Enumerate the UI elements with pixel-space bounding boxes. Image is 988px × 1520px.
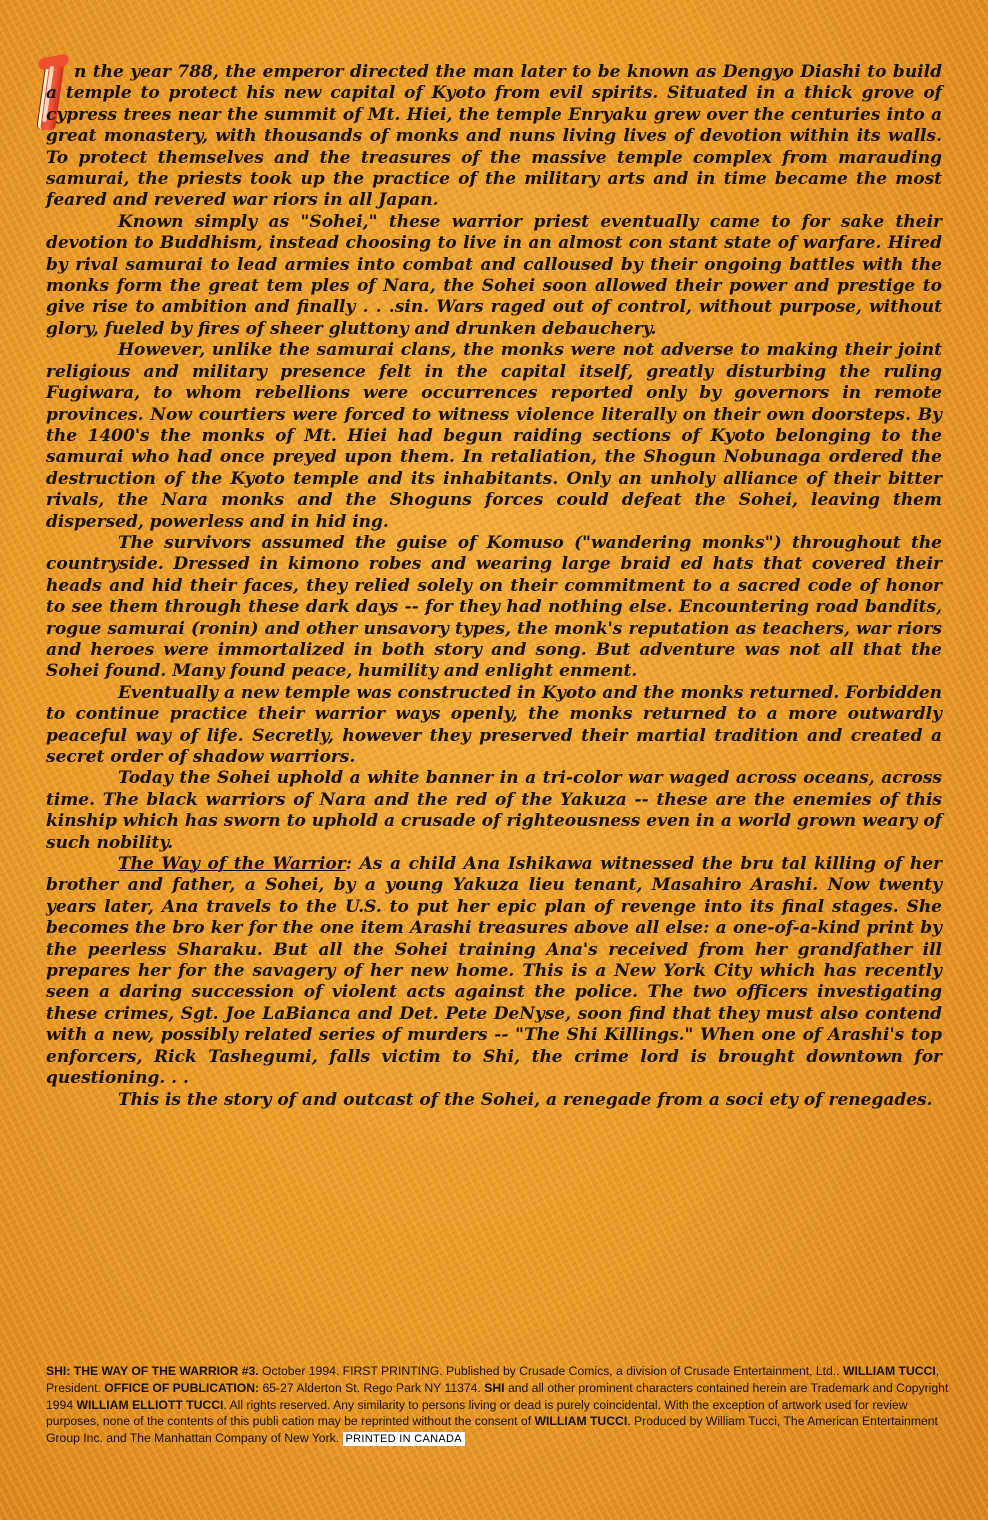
publication-indicia — [46, 1363, 952, 1447]
story-paragraph-4: The survivors assumed the guise of Komuso ("wandering monks") throughout the countryside. Dressed in kimono robes and wearing large braid ed hats that covered their heads and hid their faces, they relied solely on their commitment to a sacred code of honor to see them through these dark days -- for they had nothing else. Encountering road bandits, rogue samurai (ronin) and other unsavory types, the monk's reputation as teachers, war riors and heroes were immortalized in both story and song. But adventure was not all that the Sohei found. Many found peace, humility and enlight enment. — [46, 532, 942, 682]
indicia-text-1: October 1994. FIRST PRINTING. Published by Crusade Comics, a division of Crusade Entertainment, Ltd.. — [258, 1364, 843, 1378]
indicia-owner-2: WILLIAM ELLIOTT TUCCI — [76, 1397, 224, 1412]
story-title-inline: The Way of the Warrior — [118, 854, 346, 875]
printed-in-canada-badge: PRINTED IN CANADA — [343, 1432, 465, 1446]
indicia-text-2: , President. — [46, 1364, 940, 1395]
story-paragraph-3: However, unlike the samurai clans, the monks were not adverse to making their joint religious and military presence felt in the capital itself, greatly disturbing the ruling Fugiwara, to whom rebellions were occurrences reported only by governors in remote provinces. Now courtiers were forced to witness violence literally on their own doorsteps. By the 1400's the monks of Mt. Hiei had begun raiding sections of Kyoto belonging to the samurai who had once preyed upon them. In retaliation, the Shogun Nobunaga ordered the destruction of the Kyoto temple and its inhabitants. Only an unholy alliance of their bitter rivals, the Nara monks and the Shoguns forces could defeat the Sohei, leaving them dispersed, powerless and in hid ing. — [46, 340, 942, 532]
story-paragraph-2: Known simply as "Sohei," these warrior priest eventually came to for sake their devotion to Buddhism, instead choosing to live in an almost con stant state of warfare. Hired by rival samurai to lead armies into combat and calloused by their ongoing battles with the monks form the great tem ples of Nara, the Sohei soon allowed their power and prestige to give rise to ambition and finally . . .sin. Wars raged out of control, without purpose, without glory, fueled by fires of sheer gluttony and drunken debauchery. — [46, 211, 942, 339]
story-paragraph-1: n the year 788, the emperor directed the man later to be known as Dengyo Diashi to build a temple to protect his new capital of Kyoto from evil spirits. Situated in a thick grove of cypress trees near the summit of Mt. Hiei, the temple Enryaku grew over the centuries into a great monastery, with thousands of monks and nuns living lives of devotion within its walls. To protect themselves and the treasures of the massive temple complex from marauding samurai, the priests took up the practice of the military arts and in time became the most feared and revered war riors in all Japan. — [46, 62, 942, 211]
indicia-title: SHI: THE WAY OF THE WARRIOR #3. — [46, 1364, 259, 1378]
indicia-owner-3: WILLIAM TUCCI — [534, 1414, 628, 1429]
indicia-text-3: 65-27 Alderton St. Rego Park NY 11374. — [259, 1380, 485, 1395]
indicia-text-5: . All rights reserved. Any similarity to persons living or dead is purely coincidental. With the exception of artwork used for review purposes, none of the contents of this publi cation may be reprinted without the consent of — [46, 1397, 908, 1429]
indicia-office-label: OFFICE OF PUBLICATION: — [104, 1380, 260, 1395]
indicia-text-6: . Produced by William Tucci, The American Entertainment Group Inc. and The Manhattan Company of New York. — [46, 1414, 938, 1446]
indicia-text-4: and all other prominent characters contained herein are Trademark and Copyright 1994 — [46, 1380, 949, 1412]
story-paragraph-7-text: : As a child Ana Ishikawa witnessed the bru tal killing of her brother and father, a Sohei, by a young Yakuza lieu tenant, Masahiro Arashi. Now twenty years later, Ana travels to the U.S. to put her epic plan of revenge into its final stages. She becomes the bro ker for the one item Arashi treasures above all else: a one-of-a-kind print by the peerless Sharaku. But all the Sohei training Ana's received from her grandfather ill prepares her for the savagery of her new home. This is a New York City which has recently seen a daring succession of violent acts against the police. The two officers investigating these crimes, Sgt. Joe LaBianca and Det. Pete DeNyse, soon find that they must also contend with a new, possibly related series of murders -- "The Shi Killings." When one of Arashi's top enforcers, Rick Tashegumi, falls victim to Shi, the crime lord is brought downtown for questioning. . . — [46, 854, 942, 1089]
story-paragraph-6: Today the Sohei uphold a white banner in a tri-color war waged across oceans, across time. The black warriors of Nara and the red of the Yakuza -- these are the enemies of this kinship which has sworn to uphold a crusade of righteousness even in a world grown weary of such nobility. — [46, 768, 942, 853]
indicia-shi: SHI — [484, 1380, 505, 1395]
drop-cap-letter — [40, 56, 41, 57]
indicia-owner-1: WILLIAM TUCCI — [843, 1364, 936, 1378]
story-text — [46, 62, 942, 1111]
story-paragraph-7 — [46, 854, 942, 1089]
story-paragraph-5: Eventually a new temple was constructed in Kyoto and the monks returned. Forbidden to continue practice their warrior ways openly, the monks returned to a more outwardly peaceful way of life. Secretly, however they preserved their martial tradition and created a secret order of shadow warriors. — [46, 682, 942, 767]
story-paragraph-8: This is the story of and outcast of the Sohei, a renegade from a soci ety of renegades. — [118, 1089, 933, 1110]
